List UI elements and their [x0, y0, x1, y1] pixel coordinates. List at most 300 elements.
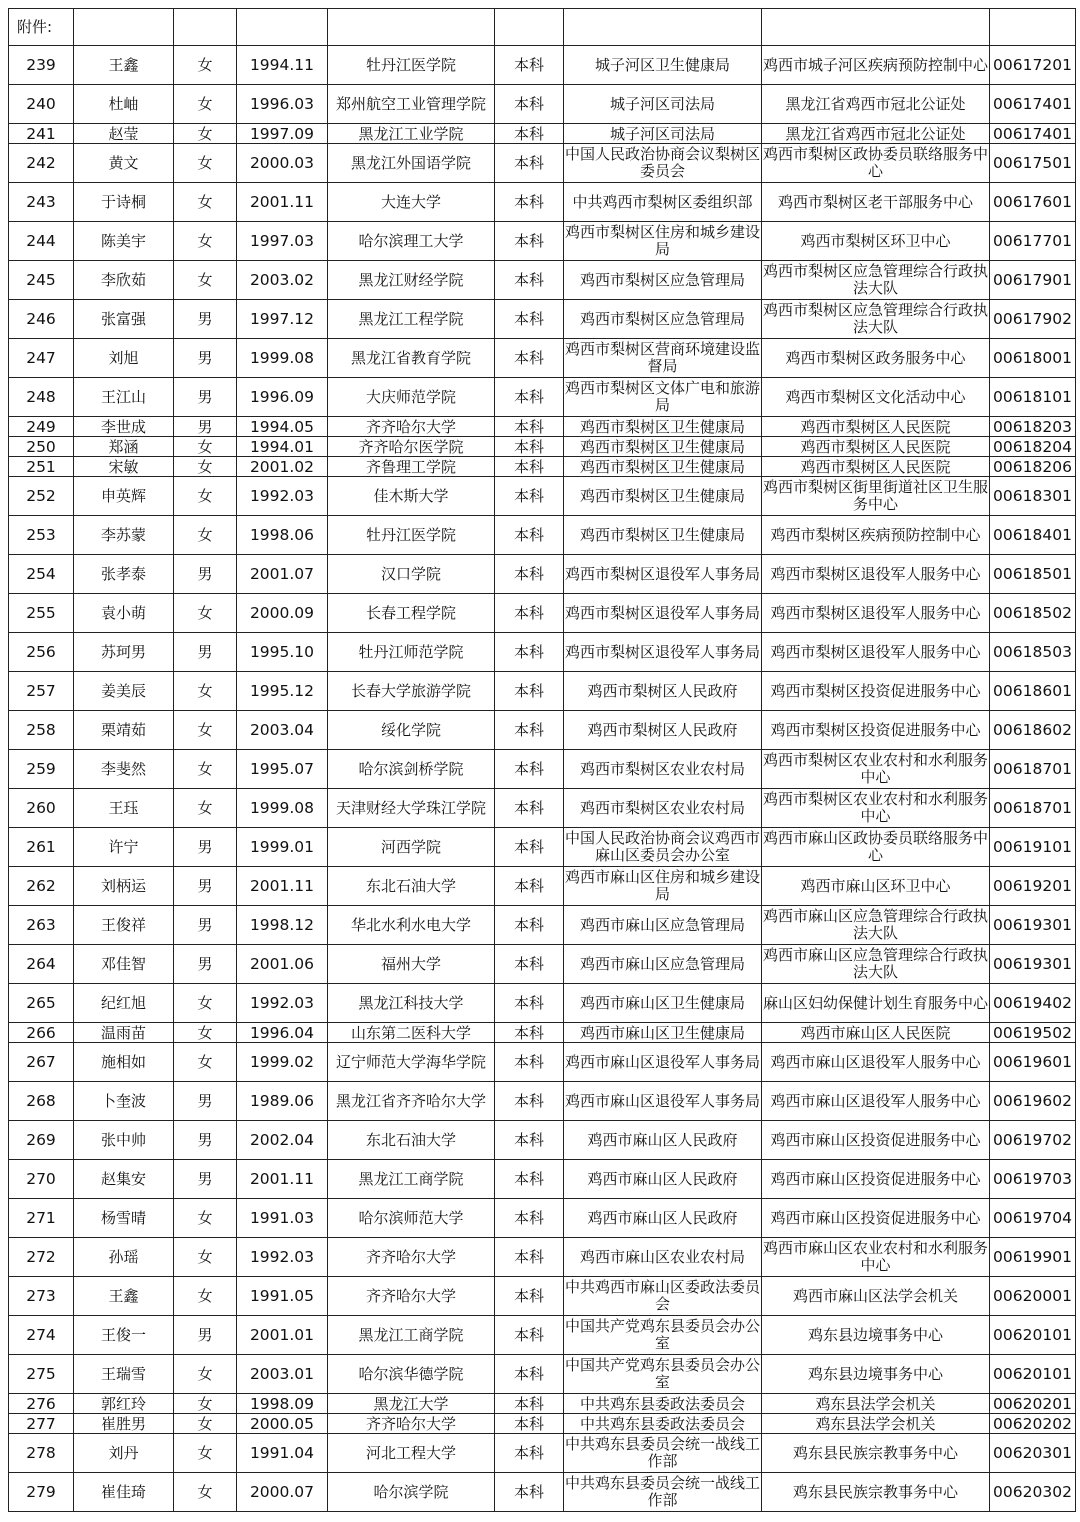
school-cell: 佳木斯大学 [328, 477, 495, 516]
position-code-cell: 00618401 [990, 516, 1076, 555]
row-number-cell: 261 [9, 828, 74, 867]
position-code-cell: 00618204 [990, 437, 1076, 457]
table-row [9, 906, 1076, 945]
gender-cell: 男 [174, 1082, 237, 1121]
position-unit-cell: 鸡西市梨树区退役军人服务中心 [762, 633, 990, 672]
education-cell: 本科 [495, 457, 564, 477]
row-number-cell: 273 [9, 1277, 74, 1316]
department-cell: 鸡西市梨树区卫生健康局 [564, 457, 762, 477]
row-number-cell: 275 [9, 1355, 74, 1394]
position-code-cell: 00617401 [990, 85, 1076, 124]
position-code-cell: 00618601 [990, 672, 1076, 711]
department-cell: 中共鸡东县委员会统一战线工作部 [564, 1473, 762, 1512]
row-number-cell: 252 [9, 477, 74, 516]
position-unit-cell: 鸡西市梨树区政协委员联络服务中心 [762, 144, 990, 183]
gender-cell: 男 [174, 1316, 237, 1355]
table-row [9, 516, 1076, 555]
table-row [9, 1160, 1076, 1199]
table-row [9, 1082, 1076, 1121]
table-row [9, 1277, 1076, 1316]
table-row [9, 222, 1076, 261]
position-unit-cell: 鸡东县民族宗教事务中心 [762, 1473, 990, 1512]
gender-cell: 女 [174, 261, 237, 300]
row-number-cell: 257 [9, 672, 74, 711]
department-cell: 鸡西市梨树区卫生健康局 [564, 437, 762, 457]
row-number-cell: 249 [9, 417, 74, 437]
department-cell: 鸡西市梨树区应急管理局 [564, 261, 762, 300]
department-cell: 鸡西市麻山区应急管理局 [564, 945, 762, 984]
birth-date-cell: 2003.01 [237, 1355, 328, 1394]
department-cell: 中共鸡东县委政法委员会 [564, 1414, 762, 1434]
position-unit-cell: 鸡西市麻山区应急管理综合行政执法大队 [762, 945, 990, 984]
name-cell: 刘丹 [74, 1434, 174, 1473]
education-cell: 本科 [495, 1394, 564, 1414]
row-number-cell: 271 [9, 1199, 74, 1238]
row-number-cell: 265 [9, 984, 74, 1023]
department-cell: 鸡西市麻山区人民政府 [564, 1160, 762, 1199]
position-unit-cell: 鸡东县边境事务中心 [762, 1316, 990, 1355]
birth-date-cell: 2001.11 [237, 867, 328, 906]
position-code-cell: 00620202 [990, 1414, 1076, 1434]
birth-date-cell: 1994.01 [237, 437, 328, 457]
position-unit-cell: 鸡西市麻山区退役军人服务中心 [762, 1043, 990, 1082]
department-cell: 鸡西市梨树区退役军人事务局 [564, 555, 762, 594]
department-cell: 鸡西市麻山区卫生健康局 [564, 1023, 762, 1043]
department-cell: 鸡西市麻山区卫生健康局 [564, 984, 762, 1023]
table-row [9, 339, 1076, 378]
position-code-cell: 00619602 [990, 1082, 1076, 1121]
school-cell: 辽宁师范大学海华学院 [328, 1043, 495, 1082]
position-code-cell: 00618701 [990, 789, 1076, 828]
position-unit-cell: 鸡西市梨树区文化活动中心 [762, 378, 990, 417]
row-number-cell: 263 [9, 906, 74, 945]
table-row [9, 672, 1076, 711]
table-row [9, 124, 1076, 144]
education-cell: 本科 [495, 1473, 564, 1512]
education-cell: 本科 [495, 477, 564, 516]
birth-date-cell: 1999.08 [237, 789, 328, 828]
name-cell: 王瑞雪 [74, 1355, 174, 1394]
position-code-cell: 00618503 [990, 633, 1076, 672]
gender-cell: 女 [174, 1023, 237, 1043]
department-cell: 中共鸡西市梨树区委组织部 [564, 183, 762, 222]
department-cell: 鸡西市梨树区住房和城乡建设局 [564, 222, 762, 261]
table-row [9, 1355, 1076, 1394]
position-code-cell: 00620301 [990, 1434, 1076, 1473]
birth-date-cell: 1998.09 [237, 1394, 328, 1414]
name-cell: 张富强 [74, 300, 174, 339]
position-unit-cell: 鸡西市麻山区农业农村和水利服务中心 [762, 1238, 990, 1277]
name-cell: 邓佳智 [74, 945, 174, 984]
name-cell: 王鑫 [74, 1277, 174, 1316]
name-cell: 刘柄运 [74, 867, 174, 906]
birth-date-cell: 2000.05 [237, 1414, 328, 1434]
name-cell: 郑涵 [74, 437, 174, 457]
department-cell: 鸡西市梨树区营商环境建设监督局 [564, 339, 762, 378]
row-number-cell: 276 [9, 1394, 74, 1414]
name-cell: 于诗桐 [74, 183, 174, 222]
birth-date-cell: 2000.09 [237, 594, 328, 633]
position-code-cell: 00619703 [990, 1160, 1076, 1199]
table-row [9, 750, 1076, 789]
position-unit-cell: 鸡西市麻山区环卫中心 [762, 867, 990, 906]
school-cell: 福州大学 [328, 945, 495, 984]
gender-cell: 女 [174, 984, 237, 1023]
education-cell: 本科 [495, 183, 564, 222]
gender-cell: 女 [174, 1473, 237, 1512]
table-row [9, 437, 1076, 457]
position-code-cell: 00617701 [990, 222, 1076, 261]
name-cell: 黄文 [74, 144, 174, 183]
school-cell: 郑州航空工业管理学院 [328, 85, 495, 124]
gender-cell: 女 [174, 1414, 237, 1434]
birth-date-cell: 2001.11 [237, 1160, 328, 1199]
position-code-cell: 00620001 [990, 1277, 1076, 1316]
position-unit-cell: 鸡西市梨树区政务服务中心 [762, 339, 990, 378]
birth-date-cell: 2003.04 [237, 711, 328, 750]
birth-date-cell: 2000.07 [237, 1473, 328, 1512]
gender-cell: 女 [174, 477, 237, 516]
school-cell: 牡丹江医学院 [328, 516, 495, 555]
table-row [9, 417, 1076, 437]
department-cell: 鸡西市麻山区退役军人事务局 [564, 1043, 762, 1082]
education-cell: 本科 [495, 789, 564, 828]
row-number-cell: 268 [9, 1082, 74, 1121]
education-cell: 本科 [495, 672, 564, 711]
position-unit-cell: 鸡西市梨树区疾病预防控制中心 [762, 516, 990, 555]
education-cell: 本科 [495, 222, 564, 261]
table-row [9, 1473, 1076, 1512]
row-number-cell: 262 [9, 867, 74, 906]
position-unit-cell: 鸡西市梨树区退役军人服务中心 [762, 555, 990, 594]
table-row [9, 46, 1076, 85]
birth-date-cell: 1998.06 [237, 516, 328, 555]
position-unit-cell: 鸡西市麻山区投资促进服务中心 [762, 1199, 990, 1238]
school-cell: 牡丹江医学院 [328, 46, 495, 85]
birth-date-cell: 1991.05 [237, 1277, 328, 1316]
position-code-cell: 00618206 [990, 457, 1076, 477]
department-cell: 鸡西市麻山区退役军人事务局 [564, 1082, 762, 1121]
row-number-cell: 248 [9, 378, 74, 417]
department-cell: 鸡西市麻山区人民政府 [564, 1121, 762, 1160]
row-number-cell: 272 [9, 1238, 74, 1277]
position-unit-cell: 鸡西市麻山区退役军人服务中心 [762, 1082, 990, 1121]
birth-date-cell: 1997.03 [237, 222, 328, 261]
table-row [9, 1316, 1076, 1355]
gender-cell: 女 [174, 46, 237, 85]
row-number-cell: 247 [9, 339, 74, 378]
position-code-cell: 00618701 [990, 750, 1076, 789]
department-cell: 鸡西市梨树区文体广电和旅游局 [564, 378, 762, 417]
department-cell: 鸡西市梨树区卫生健康局 [564, 417, 762, 437]
school-cell: 黑龙江外国语学院 [328, 144, 495, 183]
name-cell: 李斐然 [74, 750, 174, 789]
position-unit-cell: 黑龙江省鸡西市冠北公证处 [762, 85, 990, 124]
row-number-cell: 245 [9, 261, 74, 300]
name-cell: 栗靖茹 [74, 711, 174, 750]
row-number-cell: 244 [9, 222, 74, 261]
row-number-cell: 251 [9, 457, 74, 477]
name-cell: 王鑫 [74, 46, 174, 85]
birth-date-cell: 2001.11 [237, 183, 328, 222]
education-cell: 本科 [495, 1414, 564, 1434]
gender-cell: 男 [174, 945, 237, 984]
gender-cell: 女 [174, 594, 237, 633]
row-number-cell: 274 [9, 1316, 74, 1355]
position-code-cell: 00618203 [990, 417, 1076, 437]
gender-cell: 男 [174, 1160, 237, 1199]
position-code-cell: 00619704 [990, 1199, 1076, 1238]
birth-date-cell: 2001.02 [237, 457, 328, 477]
position-unit-cell: 麻山区妇幼保健计划生育服务中心 [762, 984, 990, 1023]
table-row [9, 144, 1076, 183]
gender-cell: 女 [174, 1434, 237, 1473]
education-cell: 本科 [495, 1023, 564, 1043]
school-cell: 黑龙江省教育学院 [328, 339, 495, 378]
birth-date-cell: 1998.12 [237, 906, 328, 945]
name-cell: 崔佳琦 [74, 1473, 174, 1512]
row-number-cell: 254 [9, 555, 74, 594]
row-number-cell: 267 [9, 1043, 74, 1082]
department-cell: 中共鸡东县委政法委员会 [564, 1394, 762, 1414]
school-cell: 长春大学旅游学院 [328, 672, 495, 711]
table-row [9, 1199, 1076, 1238]
education-cell: 本科 [495, 417, 564, 437]
birth-date-cell: 1994.11 [237, 46, 328, 85]
gender-cell: 女 [174, 1394, 237, 1414]
education-cell: 本科 [495, 300, 564, 339]
education-cell: 本科 [495, 1043, 564, 1082]
table-row [9, 594, 1076, 633]
position-unit-cell: 鸡西市梨树区应急管理综合行政执法大队 [762, 300, 990, 339]
row-number-cell: 253 [9, 516, 74, 555]
row-number-cell: 250 [9, 437, 74, 457]
position-code-cell: 00617201 [990, 46, 1076, 85]
education-cell: 本科 [495, 945, 564, 984]
position-unit-cell: 鸡西市城子河区疾病预防控制中心 [762, 46, 990, 85]
row-number-cell: 240 [9, 85, 74, 124]
school-cell: 黑龙江省齐齐哈尔大学 [328, 1082, 495, 1121]
position-code-cell: 00619301 [990, 906, 1076, 945]
school-cell: 黑龙江科技大学 [328, 984, 495, 1023]
birth-date-cell: 1996.04 [237, 1023, 328, 1043]
education-cell: 本科 [495, 1199, 564, 1238]
position-unit-cell: 鸡西市麻山区人民医院 [762, 1023, 990, 1043]
position-unit-cell: 鸡西市麻山区投资促进服务中心 [762, 1121, 990, 1160]
name-cell: 袁小萌 [74, 594, 174, 633]
row-number-cell: 255 [9, 594, 74, 633]
name-cell: 王俊一 [74, 1316, 174, 1355]
gender-cell: 女 [174, 1043, 237, 1082]
gender-cell: 女 [174, 750, 237, 789]
school-cell: 河西学院 [328, 828, 495, 867]
education-cell: 本科 [495, 711, 564, 750]
school-cell: 哈尔滨剑桥学院 [328, 750, 495, 789]
position-code-cell: 00618001 [990, 339, 1076, 378]
name-cell: 施相如 [74, 1043, 174, 1082]
position-unit-cell: 鸡西市梨树区投资促进服务中心 [762, 711, 990, 750]
gender-cell: 男 [174, 555, 237, 594]
name-cell: 赵莹 [74, 124, 174, 144]
education-cell: 本科 [495, 594, 564, 633]
birth-date-cell: 2003.02 [237, 261, 328, 300]
table-row [9, 183, 1076, 222]
gender-cell: 女 [174, 1199, 237, 1238]
school-cell: 哈尔滨理工大学 [328, 222, 495, 261]
school-cell: 齐齐哈尔大学 [328, 417, 495, 437]
row-number-cell: 264 [9, 945, 74, 984]
education-cell: 本科 [495, 378, 564, 417]
gender-cell: 女 [174, 1355, 237, 1394]
name-cell: 申英辉 [74, 477, 174, 516]
table-row [9, 477, 1076, 516]
position-unit-cell: 鸡东县法学会机关 [762, 1414, 990, 1434]
table-row [9, 1121, 1076, 1160]
row-number-cell: 277 [9, 1414, 74, 1434]
birth-date-cell: 1995.10 [237, 633, 328, 672]
school-cell: 天津财经大学珠江学院 [328, 789, 495, 828]
name-cell: 李欣茹 [74, 261, 174, 300]
position-unit-cell: 鸡西市梨树区人民医院 [762, 457, 990, 477]
education-cell: 本科 [495, 906, 564, 945]
gender-cell: 女 [174, 711, 237, 750]
table-row [9, 789, 1076, 828]
position-code-cell: 00617401 [990, 124, 1076, 144]
gender-cell: 男 [174, 828, 237, 867]
education-cell: 本科 [495, 516, 564, 555]
position-code-cell: 00617901 [990, 261, 1076, 300]
table-row [9, 945, 1076, 984]
table-row [9, 1414, 1076, 1434]
table-row [9, 457, 1076, 477]
position-code-cell: 00617501 [990, 144, 1076, 183]
name-cell: 崔胜男 [74, 1414, 174, 1434]
position-code-cell: 00618501 [990, 555, 1076, 594]
position-unit-cell: 黑龙江省鸡西市冠北公证处 [762, 124, 990, 144]
position-unit-cell: 鸡东县民族宗教事务中心 [762, 1434, 990, 1473]
school-cell: 黑龙江大学 [328, 1394, 495, 1414]
department-cell: 鸡西市梨树区卫生健康局 [564, 516, 762, 555]
school-cell: 山东第二医科大学 [328, 1023, 495, 1043]
school-cell: 齐齐哈尔大学 [328, 1414, 495, 1434]
gender-cell: 男 [174, 1121, 237, 1160]
education-cell: 本科 [495, 750, 564, 789]
name-cell: 杨雪晴 [74, 1199, 174, 1238]
gender-cell: 男 [174, 867, 237, 906]
gender-cell: 女 [174, 144, 237, 183]
birth-date-cell: 2001.01 [237, 1316, 328, 1355]
position-unit-cell: 鸡西市麻山区应急管理综合行政执法大队 [762, 906, 990, 945]
school-cell: 大庆师范学院 [328, 378, 495, 417]
name-cell: 卜奎波 [74, 1082, 174, 1121]
position-code-cell: 00620302 [990, 1473, 1076, 1512]
birth-date-cell: 1994.05 [237, 417, 328, 437]
department-cell: 鸡西市麻山区人民政府 [564, 1199, 762, 1238]
row-number-cell: 259 [9, 750, 74, 789]
school-cell: 黑龙江工商学院 [328, 1316, 495, 1355]
education-cell: 本科 [495, 1121, 564, 1160]
row-number-cell: 266 [9, 1023, 74, 1043]
department-cell: 鸡西市麻山区住房和城乡建设局 [564, 867, 762, 906]
position-unit-cell: 鸡西市梨树区人民医院 [762, 417, 990, 437]
birth-date-cell: 1999.01 [237, 828, 328, 867]
table-row [9, 633, 1076, 672]
education-cell: 本科 [495, 1160, 564, 1199]
department-cell: 城子河区卫生健康局 [564, 46, 762, 85]
row-number-cell: 242 [9, 144, 74, 183]
row-number-cell: 243 [9, 183, 74, 222]
department-cell: 鸡西市梨树区应急管理局 [564, 300, 762, 339]
name-cell: 李世成 [74, 417, 174, 437]
birth-date-cell: 1992.03 [237, 1238, 328, 1277]
position-unit-cell: 鸡西市梨树区环卫中心 [762, 222, 990, 261]
school-cell: 东北石油大学 [328, 1121, 495, 1160]
department-cell: 中共鸡西市麻山区委政法委员会 [564, 1277, 762, 1316]
department-cell: 城子河区司法局 [564, 85, 762, 124]
row-number-cell: 239 [9, 46, 74, 85]
birth-date-cell: 2000.03 [237, 144, 328, 183]
birth-date-cell: 1996.03 [237, 85, 328, 124]
school-cell: 齐齐哈尔大学 [328, 1238, 495, 1277]
gender-cell: 女 [174, 1238, 237, 1277]
row-number-cell: 256 [9, 633, 74, 672]
department-cell: 城子河区司法局 [564, 124, 762, 144]
department-cell: 中国人民政治协商会议鸡西市麻山区委员会办公室 [564, 828, 762, 867]
position-unit-cell: 鸡西市梨树区街里街道社区卫生服务中心 [762, 477, 990, 516]
position-code-cell: 00620101 [990, 1316, 1076, 1355]
education-cell: 本科 [495, 46, 564, 85]
position-code-cell: 00618101 [990, 378, 1076, 417]
table-row [9, 378, 1076, 417]
department-cell: 鸡西市麻山区应急管理局 [564, 906, 762, 945]
school-cell: 绥化学院 [328, 711, 495, 750]
gender-cell: 男 [174, 339, 237, 378]
education-cell: 本科 [495, 633, 564, 672]
name-cell: 李苏蒙 [74, 516, 174, 555]
position-code-cell: 00618301 [990, 477, 1076, 516]
school-cell: 华北水利水电大学 [328, 906, 495, 945]
birth-date-cell: 1992.03 [237, 984, 328, 1023]
birth-date-cell: 2001.07 [237, 555, 328, 594]
table-row [9, 1394, 1076, 1414]
birth-date-cell: 1995.12 [237, 672, 328, 711]
table-row [9, 1238, 1076, 1277]
education-cell: 本科 [495, 1316, 564, 1355]
position-code-cell: 00619402 [990, 984, 1076, 1023]
name-cell: 王珏 [74, 789, 174, 828]
education-cell: 本科 [495, 867, 564, 906]
school-cell: 汉口学院 [328, 555, 495, 594]
position-unit-cell: 鸡西市梨树区投资促进服务中心 [762, 672, 990, 711]
position-unit-cell: 鸡西市梨树区退役军人服务中心 [762, 594, 990, 633]
gender-cell: 男 [174, 906, 237, 945]
position-code-cell: 00619502 [990, 1023, 1076, 1043]
birth-date-cell: 1999.02 [237, 1043, 328, 1082]
gender-cell: 女 [174, 457, 237, 477]
gender-cell: 女 [174, 124, 237, 144]
birth-date-cell: 1997.12 [237, 300, 328, 339]
gender-cell: 女 [174, 183, 237, 222]
position-unit-cell: 鸡西市梨树区农业农村和水利服务中心 [762, 750, 990, 789]
name-cell: 许宁 [74, 828, 174, 867]
education-cell: 本科 [495, 1082, 564, 1121]
department-cell: 中国共产党鸡东县委员会办公室 [564, 1355, 762, 1394]
row-number-cell: 279 [9, 1473, 74, 1512]
school-cell: 哈尔滨师范大学 [328, 1199, 495, 1238]
name-cell: 郭红玲 [74, 1394, 174, 1414]
education-cell: 本科 [495, 144, 564, 183]
position-unit-cell: 鸡西市麻山区政协委员联络服务中心 [762, 828, 990, 867]
